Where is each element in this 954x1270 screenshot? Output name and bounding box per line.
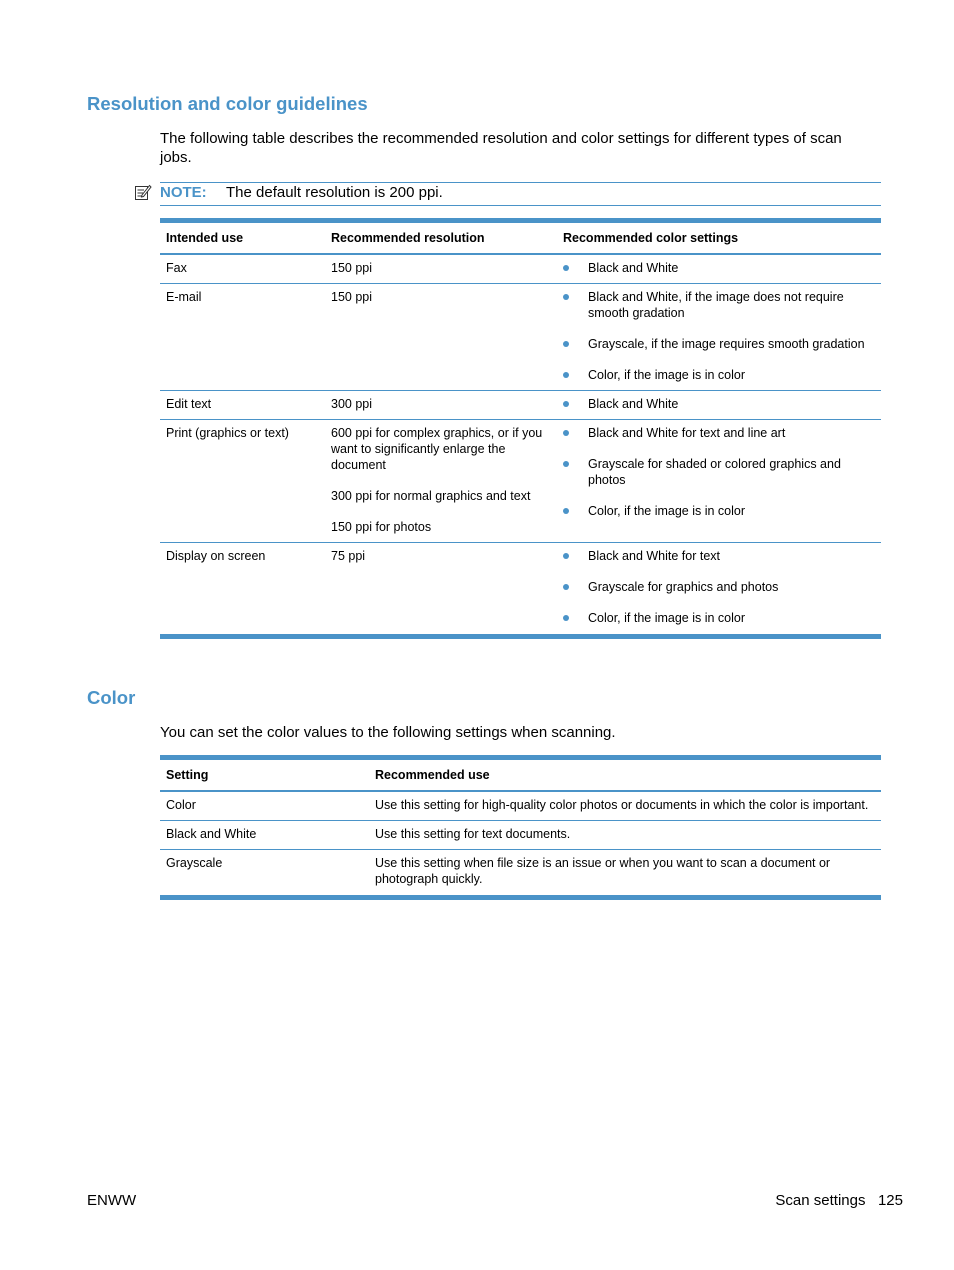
setting-cell: Color bbox=[160, 791, 369, 821]
color-setting-text: Black and White for text and line art bbox=[588, 426, 786, 440]
resolution-intro: The following table describes the recommended resolution and color settings for different types of scan jobs. bbox=[160, 130, 842, 166]
note-label: NOTE: bbox=[160, 184, 207, 201]
footer-page-number: Scan settings 125 bbox=[775, 1192, 903, 1209]
section-heading-color: Color bbox=[87, 687, 136, 708]
list-item bbox=[563, 425, 875, 441]
resolution-cell bbox=[325, 284, 557, 391]
color-table bbox=[160, 755, 881, 900]
note-text: The default resolution is 200 ppi. bbox=[226, 184, 443, 201]
color-setting-text: Color, if the image is in color bbox=[588, 504, 746, 518]
list-item bbox=[563, 396, 875, 412]
color-settings-cell bbox=[557, 391, 881, 420]
bullet-dot bbox=[563, 341, 569, 347]
color-settings-cell bbox=[557, 284, 881, 391]
resolution-table bbox=[160, 218, 881, 639]
list-item bbox=[563, 336, 875, 352]
intended-use-cell: Print (graphics or text) bbox=[160, 420, 325, 543]
column-header: Recommended resolution bbox=[325, 221, 557, 255]
section-heading-resolution: Resolution and color guidelines bbox=[87, 93, 368, 114]
intended-use-cell: E-mail bbox=[160, 284, 325, 391]
color-setting-text: Color, if the image is in color bbox=[588, 611, 746, 625]
table-row bbox=[160, 543, 881, 637]
resolution-cell bbox=[325, 254, 557, 284]
color-setting-text: Color, if the image is in color bbox=[588, 368, 746, 382]
list-item bbox=[563, 503, 875, 519]
table-row bbox=[160, 791, 881, 821]
resolution-text: 75 ppi bbox=[331, 549, 366, 563]
setting-cell: Black and White bbox=[160, 821, 369, 850]
bullet-dot bbox=[563, 584, 569, 590]
bullet-dot bbox=[563, 553, 569, 559]
color-setting-text: Black and White bbox=[588, 261, 679, 275]
table-row bbox=[160, 420, 881, 543]
bullet-dot bbox=[563, 508, 569, 514]
table-header-row bbox=[160, 758, 881, 792]
intended-use-cell: Display on screen bbox=[160, 543, 325, 637]
column-header: Recommended use bbox=[369, 758, 881, 792]
bullet-dot bbox=[563, 430, 569, 436]
recommended-use-cell: Use this setting when file size is an issue or when you want to scan a document or photograph quickly. bbox=[369, 850, 881, 898]
color-setting-text: Black and White, if the image does not require smooth gradation bbox=[588, 290, 844, 320]
list-item bbox=[563, 260, 875, 276]
note-box bbox=[160, 182, 881, 206]
list-item bbox=[563, 456, 875, 488]
column-header: Intended use bbox=[160, 221, 325, 255]
resolution-text: 300 ppi bbox=[331, 397, 373, 411]
color-setting-text: Grayscale for shaded or colored graphics and photos bbox=[588, 457, 841, 487]
resolution-text: 600 ppi for complex graphics, or if you want to significantly enlarge the document bbox=[331, 426, 543, 472]
resolution-text: 150 ppi bbox=[331, 290, 373, 304]
intended-use-cell: Fax bbox=[160, 254, 325, 284]
list-item bbox=[563, 367, 875, 383]
color-setting-text: Black and White for text bbox=[588, 549, 721, 563]
list-item bbox=[563, 548, 875, 564]
intended-use-cell: Edit text bbox=[160, 391, 325, 420]
color-setting-text: Black and White bbox=[588, 397, 679, 411]
recommended-use-cell: Use this setting for text documents. bbox=[369, 821, 881, 850]
color-settings-cell bbox=[557, 543, 881, 637]
color-setting-text: Grayscale, if the image requires smooth gradation bbox=[588, 337, 865, 351]
table-row bbox=[160, 821, 881, 850]
column-header: Recommended color settings bbox=[557, 221, 881, 255]
bullet-dot bbox=[563, 461, 569, 467]
recommended-use-cell: Use this setting for high-quality color photos or documents in which the color is important. bbox=[369, 791, 881, 821]
resolution-cell bbox=[325, 391, 557, 420]
color-setting-text: Grayscale for graphics and photos bbox=[588, 580, 779, 594]
footer-left: ENWW bbox=[87, 1192, 137, 1209]
resolution-text: 150 ppi bbox=[331, 261, 373, 275]
list-item bbox=[563, 579, 875, 595]
bullet-dot bbox=[563, 265, 569, 271]
resolution-cell bbox=[325, 420, 557, 543]
color-settings-cell bbox=[557, 420, 881, 543]
bullet-dot bbox=[563, 401, 569, 407]
list-item bbox=[563, 289, 875, 321]
list-item bbox=[563, 610, 875, 626]
resolution-cell bbox=[325, 543, 557, 637]
resolution-text: 300 ppi for normal graphics and text bbox=[331, 489, 531, 503]
table-row bbox=[160, 284, 881, 391]
color-intro: You can set the color values to the following settings when scanning. bbox=[160, 724, 616, 741]
bullet-dot bbox=[563, 615, 569, 621]
color-settings-cell bbox=[557, 254, 881, 284]
note-pencil-icon bbox=[134, 183, 152, 201]
setting-cell: Grayscale bbox=[160, 850, 369, 898]
table-row bbox=[160, 850, 881, 898]
bullet-dot bbox=[563, 294, 569, 300]
resolution-text: 150 ppi for photos bbox=[331, 520, 432, 534]
column-header: Setting bbox=[160, 758, 369, 792]
bullet-dot bbox=[563, 372, 569, 378]
table-row bbox=[160, 254, 881, 284]
table-header-row bbox=[160, 221, 881, 255]
table-row bbox=[160, 391, 881, 420]
